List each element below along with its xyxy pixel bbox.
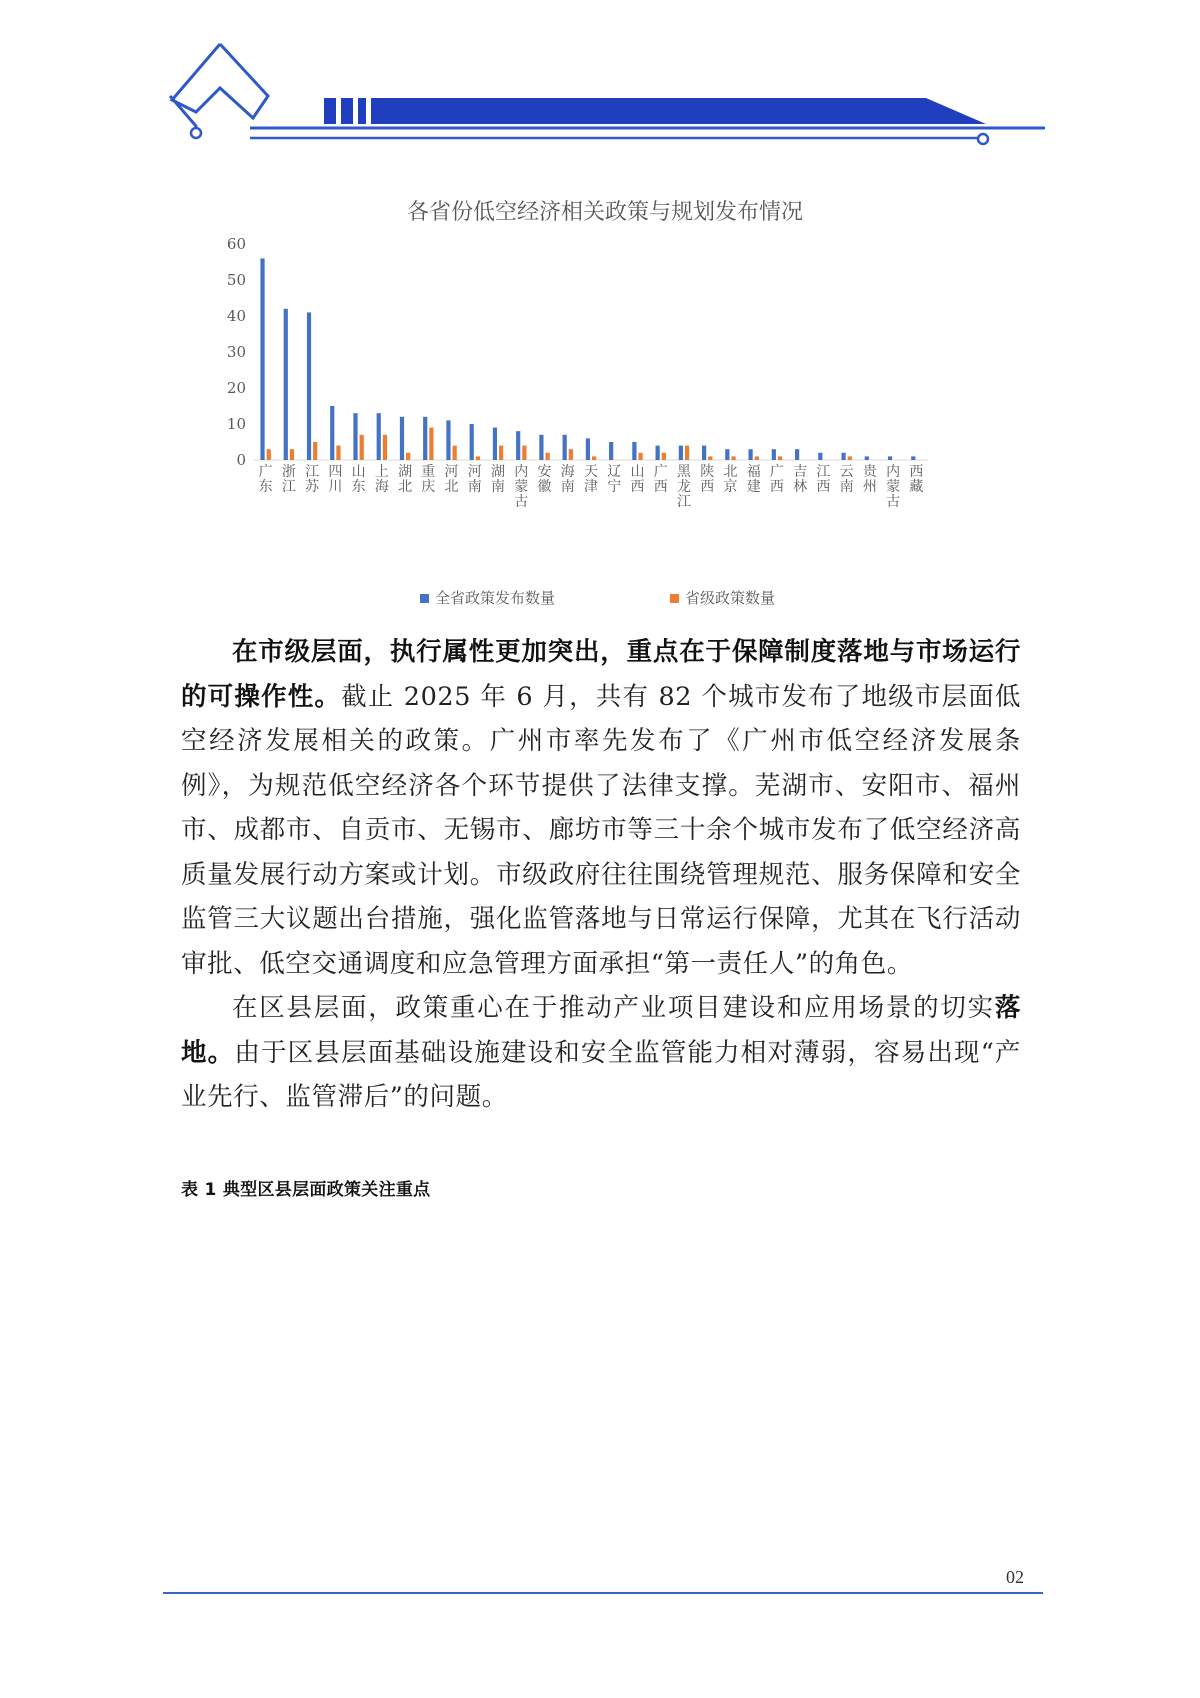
y-tick-label: 10 bbox=[226, 415, 246, 433]
x-tick-label: 海南 bbox=[560, 464, 575, 495]
bar-total bbox=[748, 449, 752, 460]
header-bar bbox=[371, 98, 986, 124]
bar-provincial bbox=[755, 456, 759, 460]
chart-legend bbox=[420, 589, 775, 607]
x-tick-label: 山西 bbox=[630, 464, 645, 495]
bar-total bbox=[377, 413, 381, 460]
x-tick-label: 北京 bbox=[723, 464, 738, 495]
x-tick-label: 内蒙古 bbox=[514, 464, 529, 510]
x-tick-label: 四川 bbox=[328, 464, 343, 495]
x-tick-label: 辽宁 bbox=[607, 464, 622, 495]
table-caption: 表 1 典型区县层面政策关注重点 bbox=[181, 1180, 431, 1200]
bar-total bbox=[772, 449, 776, 460]
chart-canvas bbox=[218, 190, 992, 620]
bar-total bbox=[865, 456, 869, 460]
y-tick-label: 30 bbox=[226, 343, 246, 361]
x-tick-label: 湖北 bbox=[398, 464, 413, 495]
bar-provincial bbox=[476, 456, 480, 460]
x-tick-label: 天津 bbox=[584, 464, 598, 495]
bar-total bbox=[423, 417, 427, 460]
x-tick-label: 陕西 bbox=[700, 464, 715, 495]
legend-label-series-2: 省级政策数量 bbox=[685, 589, 776, 607]
bar-total bbox=[539, 435, 543, 460]
x-tick-label: 云南 bbox=[839, 464, 854, 495]
bar-provincial bbox=[685, 446, 689, 460]
bar-total bbox=[795, 449, 799, 460]
x-tick-label: 浙江 bbox=[281, 464, 296, 495]
bar-provincial bbox=[499, 446, 503, 460]
bar-provincial bbox=[638, 453, 642, 460]
y-tick-label: 60 bbox=[226, 235, 246, 253]
bar-total bbox=[888, 456, 892, 460]
header-node-left bbox=[191, 128, 201, 138]
bar-total bbox=[470, 424, 474, 460]
x-tick-label: 福建 bbox=[746, 464, 761, 495]
x-tick-label: 西藏 bbox=[909, 464, 924, 495]
x-tick-label: 上海 bbox=[374, 464, 389, 495]
x-tick-label: 河北 bbox=[444, 464, 459, 495]
bar-provincial bbox=[406, 453, 410, 460]
y-tick-label: 50 bbox=[226, 271, 246, 289]
bar-total bbox=[609, 442, 613, 460]
bar-total bbox=[818, 453, 822, 460]
bar-provincial bbox=[848, 456, 852, 460]
x-tick-label: 广东 bbox=[258, 464, 273, 495]
paragraph-city-level bbox=[181, 630, 1021, 986]
bar-total bbox=[493, 428, 497, 460]
x-tick-label: 广西 bbox=[769, 464, 784, 495]
paragraph-county-level-lead: 在区县层面，政策重心在于推动产业项目建设和应用场景的切实 bbox=[232, 993, 995, 1023]
bar-provincial bbox=[290, 449, 294, 460]
legend-label-series-1: 全省政策发布数量 bbox=[435, 589, 556, 607]
chart-bars bbox=[260, 258, 915, 460]
x-tick-label: 河南 bbox=[467, 464, 482, 495]
bar-total bbox=[307, 312, 311, 460]
x-tick-label: 江苏 bbox=[305, 464, 320, 495]
header-block-3 bbox=[358, 98, 366, 124]
bar-provincial bbox=[429, 428, 433, 460]
x-tick-label: 安徽 bbox=[537, 464, 552, 495]
header-decoration bbox=[0, 0, 1200, 160]
y-tick-label: 20 bbox=[226, 379, 246, 397]
footer-rule bbox=[163, 1592, 1043, 1594]
header-outline-shape bbox=[172, 44, 268, 118]
bar-total bbox=[516, 431, 520, 460]
bar-total bbox=[586, 438, 590, 460]
paragraph-county-level-bold: 落地。 bbox=[181, 993, 1021, 1068]
bar-total bbox=[702, 446, 706, 460]
bar-provincial bbox=[778, 456, 782, 460]
x-tick-label: 黑龙江 bbox=[676, 464, 691, 510]
bar-provincial bbox=[336, 446, 340, 460]
bar-provincial bbox=[546, 453, 550, 460]
bar-total bbox=[400, 417, 404, 460]
bar-total bbox=[841, 453, 845, 460]
bar-total bbox=[260, 258, 264, 460]
header-block-2 bbox=[341, 98, 353, 124]
bar-provincial bbox=[708, 456, 712, 460]
bar-provincial bbox=[383, 435, 387, 460]
header-node-right bbox=[978, 134, 988, 144]
x-tick-label: 江西 bbox=[816, 464, 831, 495]
bar-total bbox=[446, 420, 450, 460]
paragraph-county-level-body: 由于区县层面基础设施建设和安全监管能力相对薄弱，容易出现“产业先行、监管滞后”的问题。 bbox=[181, 1037, 1022, 1112]
bar-total bbox=[330, 406, 334, 460]
bar-provincial bbox=[731, 456, 735, 460]
bar-provincial bbox=[592, 456, 596, 460]
bar-provincial bbox=[453, 446, 457, 460]
bar-provincial bbox=[522, 446, 526, 460]
paragraph-city-level-lead: 在市级层面，执行属性更加突出，重点在于保障制度落地与市场运行的可操作性。 bbox=[181, 637, 1021, 712]
bar-provincial bbox=[267, 449, 271, 460]
x-tick-label: 山东 bbox=[351, 464, 366, 495]
bar-total bbox=[284, 309, 288, 460]
bar-total bbox=[353, 413, 357, 460]
bar-provincial bbox=[662, 453, 666, 460]
x-tick-label: 广西 bbox=[653, 464, 668, 495]
y-tick-label: 0 bbox=[236, 451, 246, 469]
bar-total bbox=[911, 456, 915, 460]
body-text bbox=[181, 630, 1021, 1120]
x-tick-label: 吉林 bbox=[793, 464, 808, 495]
bar-total bbox=[563, 435, 567, 460]
x-tick-label: 内蒙古 bbox=[886, 464, 901, 510]
x-tick-label: 贵州 bbox=[862, 464, 877, 495]
policy-bar-chart bbox=[218, 190, 992, 620]
bar-total bbox=[656, 446, 660, 460]
legend-swatch-series-1 bbox=[420, 594, 429, 603]
bar-provincial bbox=[569, 449, 573, 460]
chart-title: 各省份低空经济相关政策与规划发布情况 bbox=[406, 200, 804, 225]
y-tick-label: 40 bbox=[226, 307, 246, 325]
bar-total bbox=[679, 446, 683, 460]
x-tick-label: 重庆 bbox=[421, 464, 436, 495]
bar-provincial bbox=[313, 442, 317, 460]
header-block-1 bbox=[324, 98, 336, 124]
page-number: 02 bbox=[1006, 1567, 1024, 1587]
x-tick-label: 湖南 bbox=[491, 464, 506, 495]
paragraph-county-level bbox=[181, 986, 1021, 1120]
bar-provincial bbox=[360, 435, 364, 460]
bar-total bbox=[632, 442, 636, 460]
paragraph-city-level-body: 截止 2025 年 6 月，共有 82 个城市发布了地级市层面低空经济发展相关的政策。广州市率先发布了《广州市低空经济发展条例》，为规范低空经济各个环节提供了法律支撑。芜湖市、安阳市、福州市、成都市、自贡市、无锡市、廊坊市等三十余个城市发布了低空经济高质量发展行动方案或计划。市级政府往往围绕管理规范、服务保障和安全监管三大议题出台措施，强化监管落地与日常运行保障，尤其在飞行活动审批、低空交通调度和应急管理方面承担“第一责任人”的角色。 bbox=[181, 681, 1021, 979]
bar-total bbox=[725, 449, 729, 460]
legend-swatch-series-2 bbox=[670, 594, 679, 603]
chart-x-labels bbox=[259, 463, 924, 510]
